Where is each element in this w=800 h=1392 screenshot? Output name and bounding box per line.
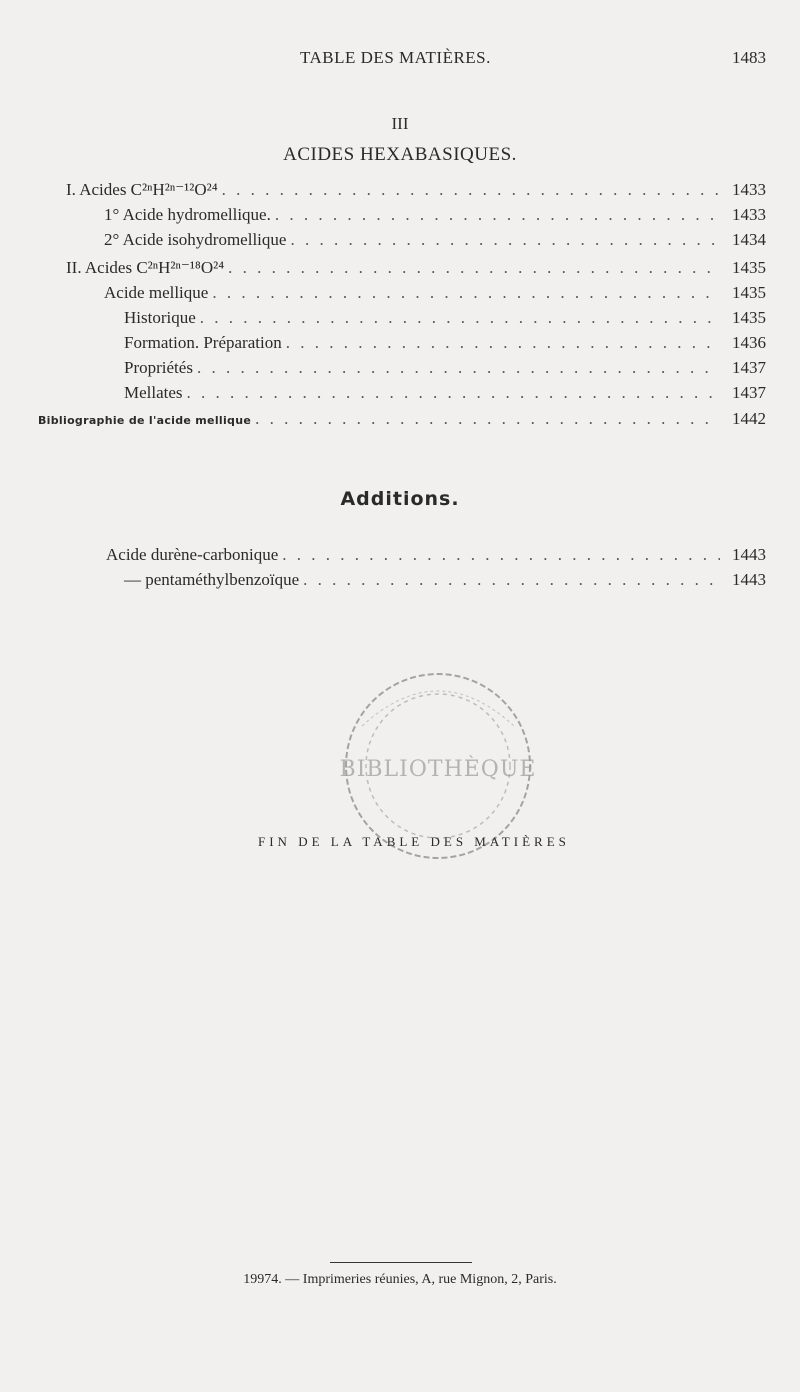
dot-leader bbox=[255, 409, 720, 429]
toc-entry-page: 1435 bbox=[732, 258, 766, 277]
toc-entry-label: Bibliographie de l'acide mellique bbox=[38, 414, 252, 427]
toc-entry-pentamethylbenzoique bbox=[124, 570, 766, 594]
toc-entry-page: 1435 bbox=[732, 308, 766, 327]
footer-rule bbox=[330, 1262, 472, 1263]
toc-entry-label: Formation. Préparation bbox=[124, 333, 282, 352]
running-title: TABLE DES MATIÈRES. bbox=[300, 48, 491, 67]
toc-entry-label: Historique bbox=[124, 308, 196, 327]
dot-leader bbox=[200, 308, 720, 328]
imprint-line: 19974. — Imprimeries réunies, A, rue Mignon, 2, Paris. bbox=[243, 1272, 557, 1287]
toc-entry-historique bbox=[124, 308, 766, 332]
dot-leader bbox=[282, 545, 720, 565]
page-number: 1483 bbox=[732, 48, 766, 67]
dot-leader bbox=[275, 205, 720, 225]
toc-entry-page: 1434 bbox=[732, 230, 766, 249]
toc-entry-mellates bbox=[124, 383, 766, 407]
dot-leader bbox=[290, 230, 720, 250]
toc-entry-page: 1435 bbox=[732, 283, 766, 302]
toc-entry-proprietes bbox=[124, 358, 766, 382]
toc-entry-page: 1437 bbox=[732, 383, 766, 402]
toc-entry-isohydromellique bbox=[104, 230, 766, 254]
toc-entry-page: 1443 bbox=[732, 545, 766, 564]
toc-entry-hydromellique bbox=[104, 205, 766, 229]
dot-leader bbox=[286, 333, 720, 353]
toc-entry-acide-mellique bbox=[104, 283, 766, 307]
toc-entry-page: 1443 bbox=[732, 570, 766, 589]
toc-entry-formation bbox=[124, 333, 766, 357]
toc-entry-label: 2° Acide isohydromellique bbox=[104, 230, 287, 249]
toc-entry-page: 1436 bbox=[732, 333, 766, 352]
additions-heading: Additions. bbox=[340, 488, 460, 510]
dot-leader bbox=[303, 570, 720, 590]
toc-entry-acides-12 bbox=[66, 180, 766, 204]
section-title: ACIDES HEXABASIQUES. bbox=[283, 144, 517, 165]
toc-entry-label: Propriétés bbox=[124, 358, 193, 377]
toc-entry-page: 1442 bbox=[732, 409, 766, 428]
dot-leader bbox=[197, 358, 720, 378]
dot-leader bbox=[187, 383, 720, 403]
end-of-table-text: FIN DE LA TABLE DES MATIÈRES bbox=[258, 834, 570, 849]
section-number: III bbox=[391, 114, 409, 133]
toc-entry-durene-carbonique bbox=[106, 545, 766, 569]
dot-leader bbox=[228, 258, 720, 278]
toc-entry-label: Acide durène-carbonique bbox=[106, 545, 279, 564]
toc-entry-label: Acide mellique bbox=[104, 283, 209, 302]
toc-entry-page: 1433 bbox=[732, 180, 766, 199]
library-stamp-icon bbox=[332, 666, 556, 886]
toc-entry-bibliographie bbox=[38, 409, 766, 433]
toc-entry-label: — pentaméthylbenzoïque bbox=[124, 570, 300, 589]
toc-entry-page: 1433 bbox=[732, 205, 766, 224]
toc-entry-label: II. Acides C²ⁿH²ⁿ⁻¹⁸O²⁴ bbox=[66, 258, 225, 277]
running-head bbox=[0, 48, 800, 72]
toc-entry-label: 1° Acide hydromellique. bbox=[104, 205, 271, 224]
toc-entry-acides-18 bbox=[66, 258, 766, 282]
stamp-text: BIBLIOTHÈQUE bbox=[339, 757, 537, 782]
dot-leader bbox=[212, 283, 720, 303]
toc-entry-label: I. Acides C²ⁿH²ⁿ⁻¹²O²⁴ bbox=[66, 180, 218, 199]
toc-entry-label: Mellates bbox=[124, 383, 183, 402]
toc-entry-page: 1437 bbox=[732, 358, 766, 377]
dot-leader bbox=[222, 180, 720, 200]
